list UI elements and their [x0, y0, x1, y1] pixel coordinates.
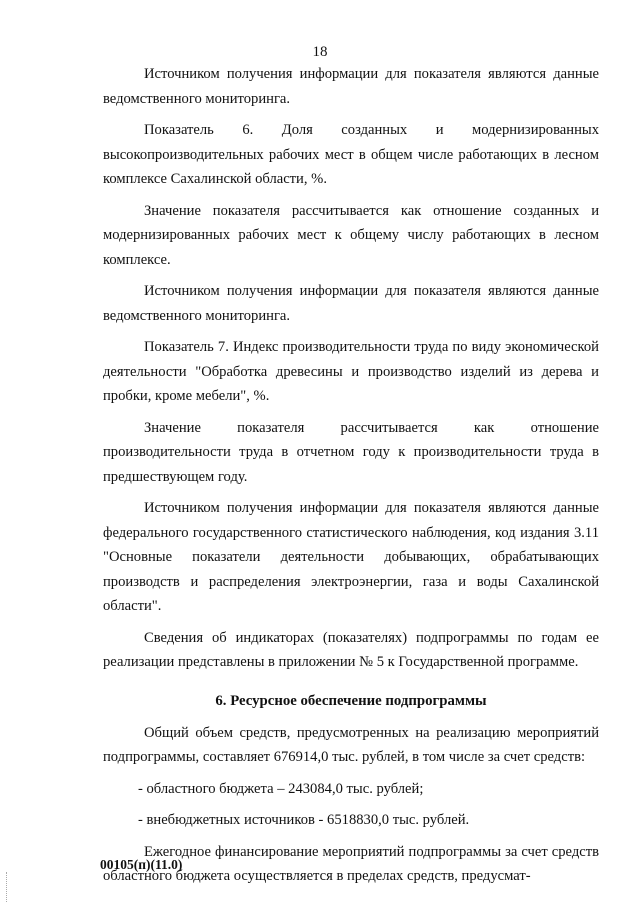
paragraph: Показатель 6. Доля созданных и модернизированных высокопроизводительных рабочих мест в общем числе работающих в лесном комплексе Сахалинской области, %. — [103, 122, 599, 187]
paragraph: Сведения об индикаторах (показателях) подпрограммы по годам ее реализации представлены в приложении № 5 к Государственной программе. — [103, 629, 599, 670]
paragraph: Значение показателя рассчитывается как отношение производительности труда в отчетном году к производительности труда в предшествующем году. — [103, 419, 599, 485]
document-code: 00105(п)(11.0) — [100, 857, 183, 872]
paragraph: Общий объем средств, предусмотренных на реализацию мероприятий подпрограммы, составляет 676914,0 тыс. рублей, в том числе за счет средств: — [103, 724, 599, 765]
section-heading: 6. Ресурсное обеспечение подпрограммы — [215, 692, 487, 709]
list-item: - областного бюджета – 243084,0 тыс. рублей; — [138, 780, 424, 797]
paragraph: Источником получения информации для показателя являются данные ведомственного мониторинга. — [103, 66, 599, 107]
list-item: - внебюджетных источников - 6518830,0 тыс. рублей. — [138, 812, 470, 828]
paragraph: Значение показателя рассчитывается как отношение созданных и модернизированных рабочих мест к общему числу работающих в лесном комплексе. — [103, 202, 599, 268]
scan-margin-marks — [6, 872, 9, 902]
paragraph: Ежегодное финансирование мероприятий подпрограммы за счет средств областного бюджета осуществляется в пределах средств, предусмат- — [103, 843, 599, 884]
paragraph: Показатель 7. Индекс производительности труда по виду экономической деятельности "Обработка древесины и производство изделий из дерева и пробки, кроме мебели", %. — [103, 339, 599, 404]
document-body — [103, 62, 599, 889]
paragraph: Источником получения информации для показателя являются данные федерального государственного статистического наблюдения, код издания 3.11 "Основные показатели деятельности добывающих, обрабатывающих производств и распределения электроэнергии, газа и воды Сахалинской области". — [103, 500, 599, 614]
paragraph: Источником получения информации для показателя являются данные ведомственного мониторинга. — [103, 283, 599, 324]
page-number: 18 — [312, 44, 328, 60]
